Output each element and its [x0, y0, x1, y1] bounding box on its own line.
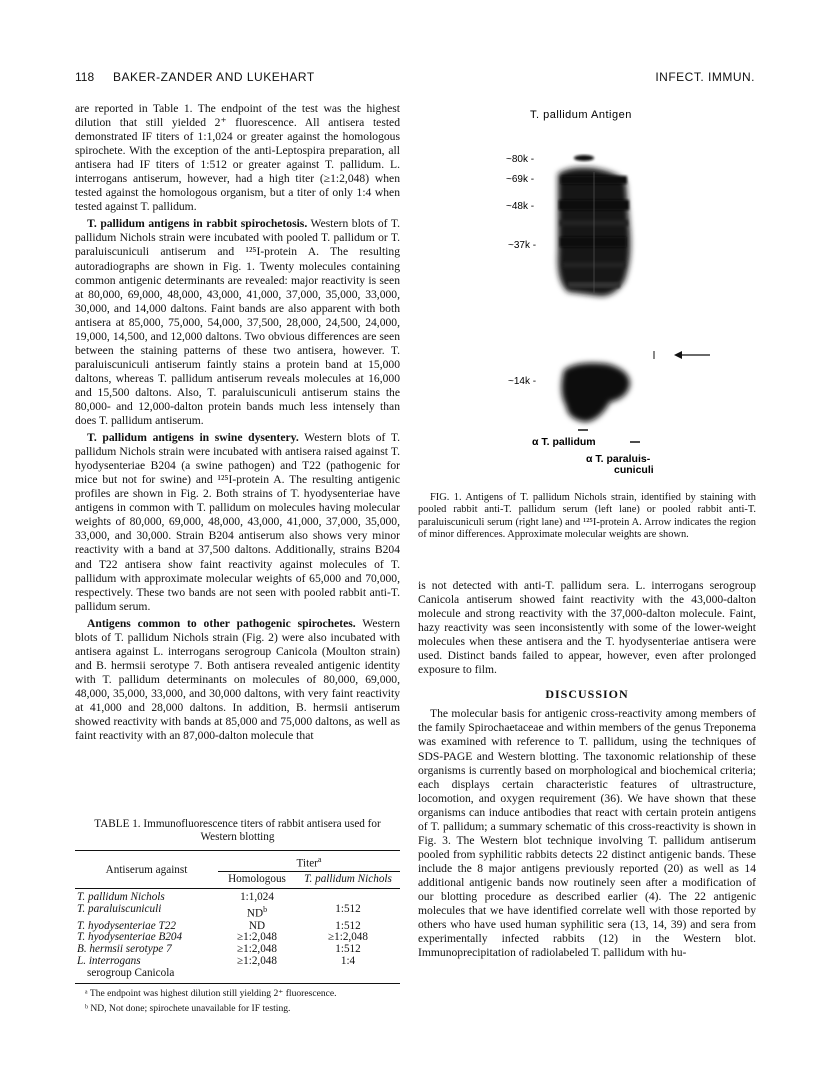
blot-band-14k — [561, 363, 630, 422]
lane-label-right-cont: cuniculi — [614, 464, 654, 476]
journal-name: INFECT. IMMUN. — [655, 70, 755, 84]
run-in-heading: Antigens common to other pathogenic spirochetes. — [87, 616, 356, 630]
paragraph-continuation: is not detected with anti-T. pallidum sera. L. interrogans serogroup Canicola antiserum showed faint reactivity with the 43,000-dalton molecule and strong reactivity with the 37,000-dalton molecule. Faint, hazy reactivity was seen inconsistently with some of the lower-weight molecules when these antisera and the T. hyodysenteriae antisera were used. Distinct bands failed to appear, however, even after prolonged exposure to film. — [418, 579, 756, 677]
col-header-titer: Titer$^a$ — [218, 851, 400, 872]
table-footnote-a: ᵃ The endpoint was highest dilution still yielding 2⁺ fluorescence. — [85, 987, 337, 999]
paragraph-text: Western blots of T. pallidum Nichols strain (Fig. 2) were also incubated with antisera against L. interrogans serogroup Canicola (Moulton strain) and B. hermsii serotype 7. Both antisera revealed antigenic identity with T. pallidum determinants on molecules of 80,000, 69,000, 48,000, 35,000, 33,000, and 30,000 daltons, with very faint reactivity at 41,000 and 28,000 daltons. In addition, B. hermsii antiserum showed reactivity with bands at 85,000 and 75,000 daltons, as well as faint reactivity with an 87,000-dalton molecule that — [75, 616, 401, 743]
figure-title: T. pallidum Antigen — [530, 109, 632, 121]
blot-band-80k — [574, 155, 594, 161]
col-header-tp-nichols: T. pallidum Nichols — [304, 872, 392, 885]
paragraph-discussion: The molecular basis for antigenic cross-reactivity among members of the family Spirochaetaceae and within members of the genus Treponema was examined with reference to T. pallidum, using the techniques of SDS-PAGE and Western blotting. The taxonomic relationship of these organisms is currently based on morphological and biochemical criteria; each displays certain characteristic features of ultrastructure, locomotion, and oxygen requirement (36). We have shown that these organisms can induce antibodies that react with certain protein antigens of T. pallidum; a summary schematic of this cross-reactivity is shown in Fig. 3. The Western blot technique involving T. pallidum antiserum pooled from syphilitic rabbits detects 22 distinct antigenic bands. These include the 8 major antigens previously reported (20) as well as 14 additional antigenic bands now routinely seen after a modification of our blotting procedure as described earlier (4). The 22 antigenic molecules that we have identified correlate well with those reported by others who have used human syphilitic sera (13, 14, 39) and sera from experimentally infected rabbits (12) in the Western blot. Immunoprecipitation of radiolabeled T. pallidum with hu- — [418, 707, 756, 960]
paragraph-swine-dysentery — [75, 431, 400, 614]
table-row: L. interrogans ≥1:2,048 1:4 — [77, 955, 356, 968]
mw-label-37k: ~37k - — [508, 240, 537, 251]
titer-table — [75, 850, 400, 984]
lane-label-right: α T. paraluis- — [586, 453, 651, 465]
mw-markers — [506, 154, 536, 387]
running-header — [75, 70, 755, 86]
run-in-heading: T. pallidum antigens in rabbit spirochetosis. — [87, 217, 308, 231]
table-row: T. paraluiscuniculi $ND^b$ 1:512 — [77, 903, 361, 920]
table-row: serogroup Canicola — [75, 968, 400, 983]
table-1 — [75, 818, 400, 1014]
paragraph-text: Western blots of T. pallidum Nichols strain were incubated with antisera raised against T. hyodysenteriae B204 (a swine pathogen) and T22 (pathogenic for mice but not for swine) and ¹²⁵I-protein A. The resulting antigenic profiles are shown in Fig. 2. Both strains of T. hyodysenteriae have antigens in common with T. pallidum on molecules having molecular weights of 80,000, 69,000, 48,000, 43,000, 41,000, 37,000, 35,000, 33,000, and 30,000. Strain B204 antiserum also shows very minor reactivity with a band at 37,500 daltons. Additionally, strains B204 and T22 antisera show faint reactivity against molecules of T. pallidum with approximate molecular weights of 65,000 and 70,000, respectively. These two bands are not seen with pooled rabbit anti-T. pallidum serum. — [75, 431, 400, 613]
table-caption: TABLE 1. Immunofluorescence titers of rabbit antisera used for Western blotting — [94, 818, 381, 843]
mw-label-48k: ~48k - — [506, 201, 535, 212]
col-header-antiserum: Antiserum against — [105, 864, 188, 877]
table-row: B. hermsii serotype 7 ≥1:2,048 1:512 — [77, 943, 361, 956]
paragraph-rabbit-spirochetosis — [75, 217, 400, 428]
paragraph-text: Western blots of T. pallidum Nichols strain were incubated with pooled T. pallidum or T. paraluiscuniculi antiserum and ¹²⁵I-protein A. The resulting autoradiographs are shown in Fig. 1. Twenty molecules containing common antigenic determinants are revealed: major reactivity is seen at 80,000, 69,000, 48,000, 43,000, 41,000, 37,000, 35,000, 33,000, 30,000, and 14,000 daltons. Faint bands are also apparent with both antisera at 85,000, 75,000, 54,000, 37,500, 28,000, 24,500, 24,000, 19,000, 14,500, and 12,000 daltons. Two obvious differences are seen between the staining patterns of these two antisera, however. T. paraluiscuniculi antiserum faintly stains a protein band at 15,000 daltons, whereas T. pallidum antiserum reveals molecules at 16,000 and 15,500 daltons. Also, T. paraluiscuniculi antiserum stains the 80,000- and 12,000-dalton protein bands much less intensely than does T. pallidum antiserum. — [75, 217, 400, 428]
paragraph-other-spirochetes — [75, 617, 400, 743]
col-header-homologous: Homologous — [228, 872, 286, 885]
minor-difference-arrow — [654, 351, 710, 359]
mw-label-14k: ~14k - — [508, 376, 537, 387]
table-row: T. pallidum Nichols 1:1,024 — [77, 891, 274, 904]
table-row: T. hyodysenteriae T22 ND 1:512 — [77, 919, 361, 932]
table-row: T. hyodysenteriae B204 ≥1:2,048 ≥1:2,048 — [77, 931, 368, 944]
left-column — [75, 102, 400, 743]
blot-lane-smear — [558, 168, 631, 297]
paragraph-results-if: are reported in Table 1. The endpoint of the test was the highest dilution that still yielded 2⁺ fluorescence. All antisera tested demonstrated IF titers of 1:1,024 or greater against the homologous spirochete. With the exception of the anti-Leptospira preparation, all antisera had IF titers of 1:512 or greater against T. pallidum. L. interrogans antiserum, however, had a high titer (≥1:2,048) when tested against the homologous organism, but a titer of only 1:4 when tested against T. pallidum. — [75, 102, 400, 214]
page-number: 118 — [75, 70, 95, 84]
mw-label-69k: ~69k - — [506, 174, 535, 185]
section-title-discussion: DISCUSSION — [545, 687, 629, 702]
run-in-heading: T. pallidum antigens in swine dysentery. — [87, 431, 299, 445]
running-authors: BAKER-ZANDER AND LUKEHART — [113, 70, 315, 84]
figure-1-caption: FIG. 1. Antigens of T. pallidum Nichols strain, identified by staining with pooled rabbit anti-T. pallidum serum (left lane) or pooled rabbit anti-T. paraluiscuniculi serum (right lane) and ¹²⁵I-protein A. Arrow indicates the region of minor differences. Approximate molecular weights are shown. — [418, 492, 756, 540]
lane-label-left: α T. pallidum — [532, 436, 596, 448]
table-footnote-b: ᵇ ND, Not done; spirochete unavailable for IF testing. — [85, 1002, 291, 1014]
western-blot-image — [418, 102, 756, 492]
mw-label-80k: ~80k - — [506, 154, 535, 165]
right-column — [418, 579, 756, 960]
